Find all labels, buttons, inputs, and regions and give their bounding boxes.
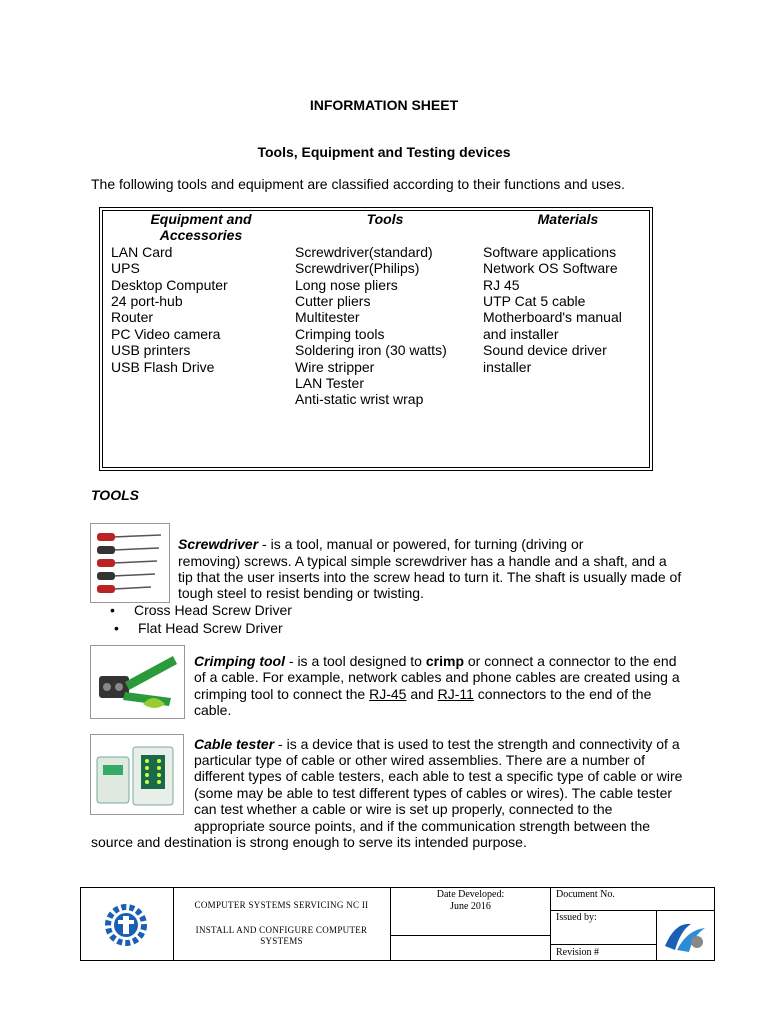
crimping-line-2: of a cable. For example, network cables and phone cables are created using a [194,669,680,685]
tester-term: Cable tester [194,736,275,752]
crimping-text-3: crimping tool to connect the [194,686,370,702]
screwdriver-icon [91,524,169,602]
issuer-logo-icon [661,916,709,956]
materials-header: Materials [537,211,599,227]
page-title: INFORMATION SHEET [309,97,459,113]
document-footer [80,887,715,961]
tool-item: Screwdriver(standard) [295,243,433,260]
bullet-flat-head: • Flat Head Screw Driver [110,619,292,637]
footer-date-cell [391,888,551,960]
material-item: UTP Cat 5 cable [483,293,586,310]
tester-line-6: appropriate source points, and if the communication strength between the [194,818,651,834]
material-item: Sound device driver [483,342,607,359]
tools-column [295,211,475,408]
equipment-item: Desktop Computer [111,276,228,293]
materials-list [483,244,653,375]
tool-item: Long nose pliers [295,276,398,293]
crimping-text-1: - is a tool designed to [285,653,426,669]
screwdriver-line-2: removing) screws. A typical simple screwdriver has a handle and a shaft, and a [178,553,667,569]
equipment-item: Router [111,309,154,326]
material-item: installer [483,358,532,375]
screwdriver-types-list [110,601,292,637]
tesda-logo-icon [103,902,149,948]
section-heading: TOOLS [91,487,139,503]
tester-line-7: source and destination is strong enough to serve its intended purpose. [91,834,527,850]
crimping-term: Crimping tool [194,653,285,669]
screwdriver-first-line [178,536,583,552]
material-item: and installer [483,325,559,342]
tester-first-line [194,736,680,752]
footer-date-value: June 2016 [450,901,491,912]
equipment-item: UPS [111,260,140,277]
screwdriver-line-3: tip that the user inserts into the screw head to turn it. The shaft is usually made of [178,569,682,585]
footer-issued-by: Issued by: [556,912,597,923]
tool-item: Cutter pliers [295,293,371,310]
screwdriver-line-4: tough steel to resist bending or twisting. [178,585,424,601]
material-item: Network OS Software [483,260,618,277]
tester-line-1: - is a device that is used to test the strength and connectivity of a [274,736,680,752]
cable-tester-icon [91,735,183,814]
equipment-item: LAN Card [111,243,173,260]
footer-doc-no: Document No. [556,889,615,900]
footer-course-cell [173,888,391,960]
screwdriver-line-1: - is a tool, manual or powered, for turning (driving or [258,536,584,552]
equipment-list [111,244,291,375]
tool-item: Multitester [295,309,360,326]
cable-tester-photo [90,734,184,815]
equipment-item: USB printers [111,342,191,359]
page-subtitle: Tools, Equipment and Testing devices [257,144,511,160]
tool-item: Crimping tools [295,325,385,342]
crimping-first-line [194,653,676,669]
footer-date-label: Date Developed: [436,889,505,900]
equipment-item: PC Video camera [111,325,221,342]
crimping-tool-photo [90,645,185,719]
material-item: Motherboard's manual [483,309,622,326]
footer-logo-cell [81,888,174,960]
tool-item: Soldering iron (30 watts) [295,342,447,359]
crimping-and: and [406,686,438,702]
screwdriver-photo [90,523,170,603]
equipment-header: Equipment and Accessories [150,211,252,244]
intro-text: The following tools and equipment are classified according to their functions and uses. [91,176,625,192]
materials-column [483,211,653,375]
equipment-item: USB Flash Drive [111,358,215,375]
footer-module: INSTALL AND CONFIGURE COMPUTER SYSTEMS [195,925,368,946]
crimping-line-4: cable. [194,702,232,718]
bullet-cross-head: • Cross Head Screw Driver [110,601,292,619]
tool-item: Wire stripper [295,358,375,375]
screwdriver-term: Screwdriver [178,536,259,552]
equipment-column [111,211,291,375]
rj11-link[interactable]: RJ-11 [437,686,474,702]
tester-line-5: can test whether a cable or wire is set up properly, connected to the [194,801,613,817]
tool-item: LAN Tester [295,375,364,392]
material-item: RJ 45 [483,276,520,293]
equipment-item: 24 port-hub [111,293,183,310]
crimp-word: crimp [425,653,464,669]
equipment-table [102,210,650,468]
tool-item: Anti-static wrist wrap [295,391,424,408]
material-item: Software applications [483,243,617,260]
tools-header: Tools [366,211,404,227]
footer-doc-cell [551,888,714,960]
tool-item: Screwdriver(Philips) [295,260,420,277]
crimping-line-3 [194,686,651,702]
tester-line-2: particular type of cable or other wired assemblies. There are a number of [194,752,646,768]
footer-revision: Revision # [556,947,600,958]
tools-list [295,244,475,408]
footer-course: COMPUTER SYSTEMS SERVICING NC II [194,900,369,910]
tester-line-3: different types of cable testers, each able to test a specific type of cable or wire [194,768,683,784]
rj45-link[interactable]: RJ-45 [369,686,407,702]
crimping-text-2: or connect a connector to the end [464,653,677,669]
crimping-text-4: connectors to the end of the [473,686,652,702]
crimping-tool-icon [91,646,184,718]
tester-line-4: (some may be able to test different types of cables or wires). The cable tester [194,785,673,801]
